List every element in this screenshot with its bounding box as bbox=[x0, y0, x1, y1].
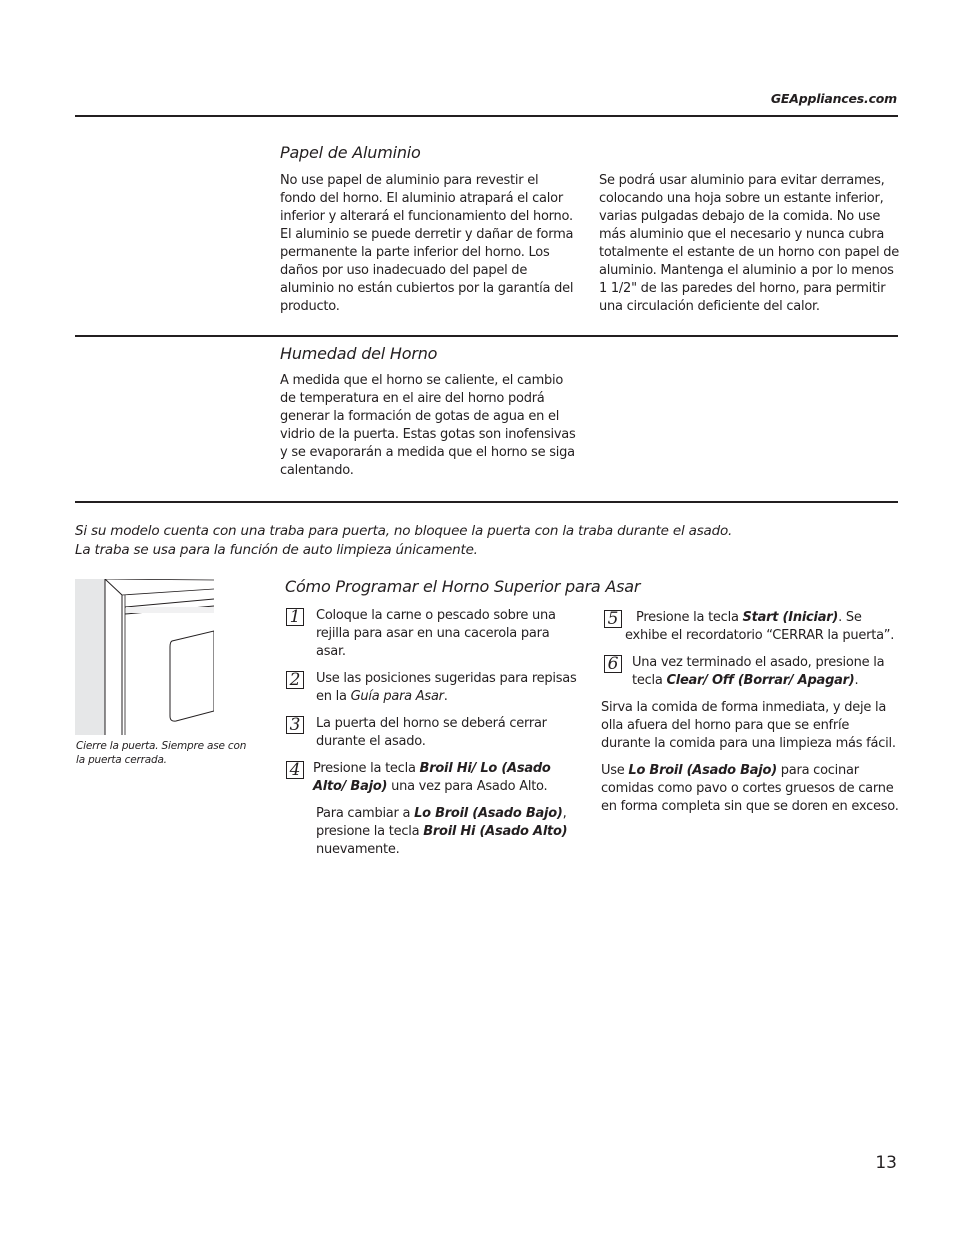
step-number: 2 bbox=[286, 671, 304, 689]
note-line-2: La traba se usa para la función de auto limpieza únicamente. bbox=[75, 542, 478, 558]
door-lock-note bbox=[75, 522, 895, 560]
humedad-title: Humedad del Horno bbox=[280, 344, 438, 363]
step-4-followup: Para cambiar a Lo Broil (Asado Bajo), presione la tecla Broil Hi (Asado Alto) nuevamente. bbox=[316, 806, 568, 857]
step-text: Presione la tecla Broil Hi/ Lo (Asado Alto/ Bajo) una vez para Asado Alto. bbox=[313, 761, 551, 794]
note-line-1: Si su modelo cuenta con una traba para puerta, no bloquee la puerta con la traba durante el asado. bbox=[75, 523, 733, 539]
rule-2 bbox=[75, 501, 898, 503]
step-text: Presione la tecla Start (Iniciar). Se exhibe el recordatorio “CERRAR la puerta”. bbox=[625, 610, 895, 643]
step-number: 6 bbox=[604, 655, 622, 673]
oven-door-drawing bbox=[75, 579, 214, 735]
step-number: 5 bbox=[604, 610, 622, 628]
step-text: Una vez terminado el asado, presione la tecla Clear/ Off (Borrar/ Apagar). bbox=[632, 655, 885, 688]
aluminio-text-col1: No use papel de aluminio para revestir el fondo del horno. El aluminio atrapará el calor inferior y alterará el funcionamiento del horno. El aluminio se puede derretir y dañar de forma permanente la parte inferior del horno. Los daños por uso inadecuado del papel de aluminio no están cubiertos por la garantía del producto. bbox=[280, 173, 574, 314]
lo-broil-text: Use Lo Broil (Asado Bajo) para cocinar comidas como pavo o cortes gruesos de carne en forma completa sin que se doren en exceso. bbox=[601, 763, 899, 814]
step-text: Coloque la carne o pescado sobre una rejilla para asar en una cacerola para asar. bbox=[316, 608, 556, 659]
humedad-text: A medida que el horno se caliente, el cambio de temperatura en el aire del horno podrá generar la formación de gotas de agua en el vidrio de la puerta. Estas gotas son inofensivas y se evaporarán a medida que el horno se siga calentando. bbox=[280, 373, 576, 478]
serve-text: Sirva la comida de forma inmediata, y deje la olla afuera del horno para que se enfríe durante la comida para una limpieza más fácil. bbox=[601, 700, 896, 751]
aluminio-title: Papel de Aluminio bbox=[280, 143, 421, 162]
step-number: 4 bbox=[286, 761, 304, 779]
oven-door-illustration bbox=[75, 579, 214, 735]
top-rule bbox=[75, 115, 898, 117]
step-text: Use las posiciones sugeridas para repisas en la Guía para Asar. bbox=[316, 671, 577, 704]
aluminio-text-col2: Se podrá usar aluminio para evitar derrames, colocando una hoja sobre un estante inferior, varias pulgadas debajo de la comida. No use más aluminio que el necesario y nunca cubra totalmente el estante de un horno con papel de aluminio. Mantenga el aluminio a por lo menos 1 1/2" de las paredes del horno, para permitir una circulación deficiente del calor. bbox=[599, 173, 899, 314]
rule-1 bbox=[75, 335, 898, 337]
step-number: 1 bbox=[286, 608, 304, 626]
figure-caption: Cierre la puerta. Siempre ase con la puerta cerrada. bbox=[76, 740, 247, 766]
site-url: GEAppliances.com bbox=[770, 91, 897, 106]
step-text: La puerta del horno se deberá cerrar durante el asado. bbox=[316, 716, 547, 749]
broil-title: Cómo Programar el Horno Superior para Asar bbox=[285, 577, 641, 596]
page-number: 13 bbox=[875, 1153, 897, 1173]
step-number: 3 bbox=[286, 716, 304, 734]
